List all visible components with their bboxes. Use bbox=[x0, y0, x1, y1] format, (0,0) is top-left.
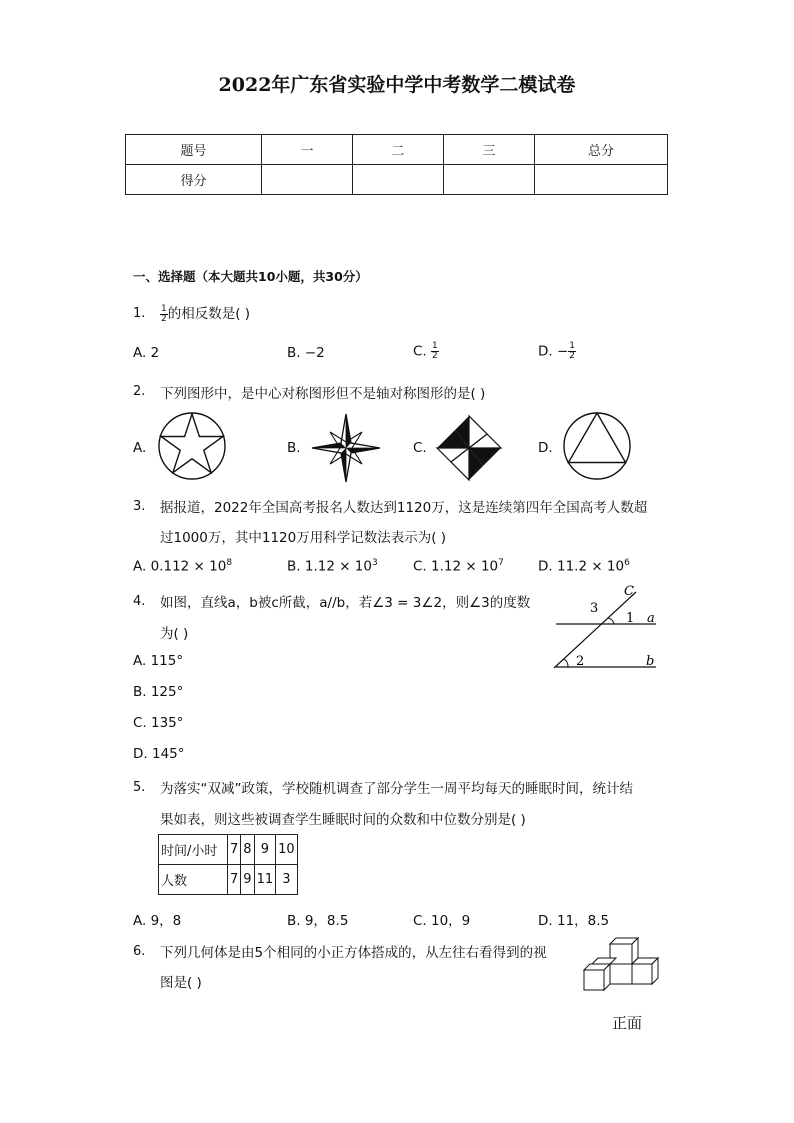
option-b[interactable]: B. $1.12 \times 10^3$ bbox=[287, 558, 378, 575]
question-number: 5. bbox=[133, 780, 146, 795]
question-number: 2. bbox=[133, 384, 146, 399]
score-header-cell: 一 bbox=[262, 135, 353, 165]
fraction: $\frac{1}{2}$ bbox=[161, 303, 167, 324]
question-6-text: 图是( ) bbox=[160, 975, 202, 991]
score-row-label: 得分 bbox=[126, 165, 262, 195]
line-a-label: a bbox=[647, 611, 655, 626]
option-d[interactable]: D. bbox=[538, 440, 553, 456]
option-b[interactable]: B. 125° bbox=[133, 684, 184, 700]
exam-title: 2022年广东省实验中学中考数学二模试卷 bbox=[218, 74, 576, 96]
option-b[interactable]: B. −2 bbox=[287, 345, 325, 361]
sleep-time-table bbox=[158, 834, 298, 895]
option-c[interactable]: C. bbox=[413, 440, 427, 456]
score-cell[interactable] bbox=[535, 165, 668, 195]
question-3-text: 过1000万，其中1120万用科学记数法表示为( ) bbox=[160, 530, 447, 546]
table-cell: 3 bbox=[276, 865, 298, 895]
pinwheel-figure bbox=[433, 412, 505, 484]
option-a[interactable]: A. 9，8 bbox=[133, 913, 182, 929]
score-header-cell: 题号 bbox=[126, 135, 262, 165]
option-c[interactable]: C. 135° bbox=[133, 715, 184, 731]
question-1-text: $\frac{1}{2}$ 的相反数是( ) bbox=[161, 303, 251, 324]
score-cell[interactable] bbox=[444, 165, 535, 195]
option-c[interactable]: C. $\frac{1}{2}$ bbox=[413, 341, 438, 361]
option-c[interactable]: C. 10，9 bbox=[413, 913, 471, 929]
option-c[interactable]: C. $1.12 \times 10^7$ bbox=[413, 558, 504, 575]
score-table-score-row bbox=[126, 165, 668, 195]
circle-triangle-figure bbox=[561, 410, 633, 482]
table-cell: 7 bbox=[228, 835, 241, 865]
option-d[interactable]: D. 145° bbox=[133, 746, 185, 762]
option-d[interactable]: D. 11，8.5 bbox=[538, 913, 610, 929]
angle-1-label: 1 bbox=[626, 611, 635, 626]
table-row bbox=[159, 835, 298, 865]
table-row bbox=[159, 865, 298, 895]
line-b-label: b bbox=[646, 654, 655, 669]
option-a[interactable]: A. $0.112 \times 10^8$ bbox=[133, 558, 233, 575]
question-4-text: 为( ) bbox=[160, 626, 189, 642]
label-c: C bbox=[624, 584, 634, 599]
score-header-cell: 三 bbox=[444, 135, 535, 165]
score-header-cell: 总分 bbox=[535, 135, 668, 165]
option-a[interactable]: A. bbox=[133, 440, 147, 456]
score-header-cell: 二 bbox=[353, 135, 444, 165]
score-cell[interactable] bbox=[262, 165, 353, 195]
question-number: 6. bbox=[133, 944, 146, 959]
table-cell: 人数 bbox=[159, 865, 228, 895]
question-number: 3. bbox=[133, 499, 146, 514]
question-number: 4. bbox=[133, 594, 146, 609]
figure-caption: 正面 bbox=[612, 1014, 643, 1032]
option-a[interactable]: A. 2 bbox=[133, 345, 160, 361]
score-cell[interactable] bbox=[353, 165, 444, 195]
table-cell: 10 bbox=[276, 835, 298, 865]
cube-stack-figure bbox=[580, 934, 662, 992]
question-3-text: 据报道，2022年全国高考报名人数达到1120万，这是连续第四年全国高考人数超 bbox=[160, 500, 648, 516]
option-d[interactable]: D. − $\frac{1}{2}$ bbox=[538, 341, 576, 361]
table-cell: 时间/小时 bbox=[159, 835, 228, 865]
question-4-text: 如图，直线a，b被c所截，a//b，若∠3 = 3∠2，则∠3的度数 bbox=[160, 595, 531, 611]
option-d[interactable]: D. $11.2 \times 10^6$ bbox=[538, 558, 630, 575]
question-2-text: 下列图形中，是中心对称图形但不是轴对称图形的是( ) bbox=[160, 386, 486, 402]
score-table bbox=[125, 134, 668, 195]
table-cell: 11 bbox=[254, 865, 276, 895]
question-6-text: 下列几何体是由5个相同的小正方体搭成的，从左往右看得到的视 bbox=[160, 945, 547, 961]
angle-3-label: 3 bbox=[590, 601, 599, 616]
question-number: 1. bbox=[133, 306, 146, 321]
option-a[interactable]: A. 115° bbox=[133, 653, 184, 669]
option-b[interactable]: B. 9，8.5 bbox=[287, 913, 349, 929]
question-5-text: 为落实“双减”政策，学校随机调查了部分学生一周平均每天的睡眠时间，统计结 bbox=[160, 781, 633, 797]
circle-star-figure bbox=[156, 410, 228, 482]
question-5-text: 果如表，则这些被调查学生睡眠时间的众数和中位数分别是( ) bbox=[160, 812, 526, 828]
score-table-header-row bbox=[126, 135, 668, 165]
section-heading: 一、选择题（本大题共10小题，共30分） bbox=[133, 269, 368, 284]
table-cell: 9 bbox=[254, 835, 276, 865]
compass-star-figure bbox=[310, 412, 382, 484]
table-cell: 7 bbox=[228, 865, 241, 895]
angle-2-label: 2 bbox=[576, 654, 585, 669]
table-cell: 8 bbox=[241, 835, 254, 865]
table-cell: 9 bbox=[241, 865, 254, 895]
option-b[interactable]: B. bbox=[287, 440, 301, 456]
parallel-lines-figure bbox=[548, 580, 663, 675]
